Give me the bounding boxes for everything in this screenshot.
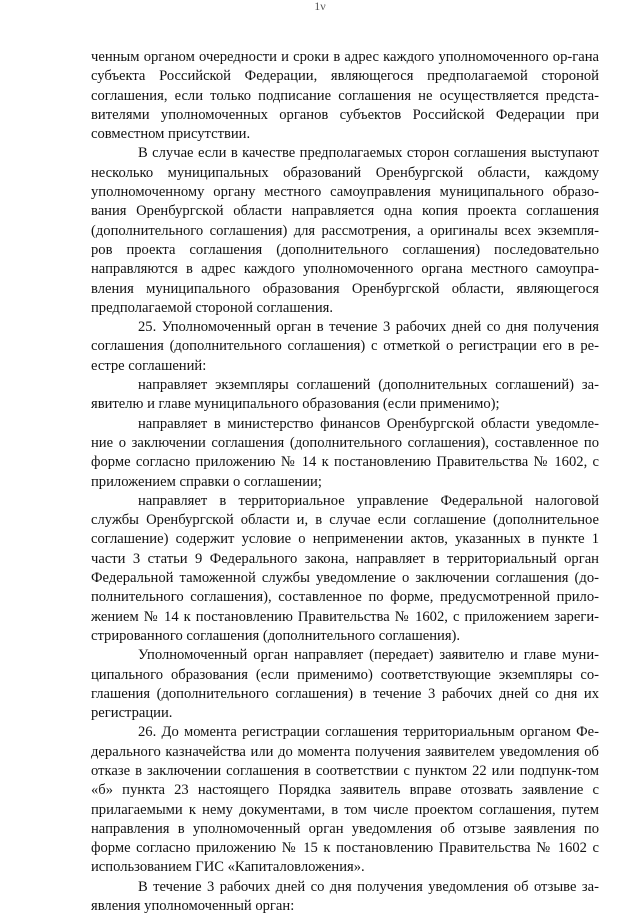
page-number: 1ν bbox=[314, 0, 326, 13]
document-body bbox=[91, 48, 599, 916]
paragraph-transfer-copies: Уполномоченный орган направляет (передает) заявителю и главе муни-ципального образования (если применимо) соответствующие экземпляры со-глашения (дополнительного соглашения) в течение 3 рабочих дней со дня их регистрации. bbox=[91, 647, 599, 722]
paragraph-ministry-notice: направляет в министерство финансов Оренбургской области уведомле-ние о заключении соглашения (дополнительного соглашения), составленное по форме согласно приложению № 14 к постановлению Правительства № 1602, с приложением справки о соглашении; bbox=[91, 415, 599, 490]
paragraph-item-26: 26. До момента регистрации соглашения территориальным органом Фе-дерального казначейства или до момента получения заявителем уведомления об отказе в заключении соглашения в соответствии с пунктом 22 или подпунк-том «б» пункта 23 настоящего Порядка заявитель вправе отозвать заявление с прилагаемыми к нему документами, в том числе проектом соглашения, путем направления в уполномоченный орган уведомления об отзыве заявления по форме согласно приложению № 15 к постановлению Правительства № 1602 с использованием ГИС «Капиталовложения». bbox=[91, 724, 599, 876]
paragraph-item-25: 25. Уполномоченный орган в течение 3 рабочих дней со дня получения соглашения (дополнительного соглашения) с отметкой о регистрации его в ре-естре соглашений: bbox=[91, 319, 599, 374]
paragraph-municipal-copies: В случае если в качестве предполагаемых сторон соглашения выступают несколько муниципальных образований Оренбургской области, каждому уполномоченному органу местного самоуправления муниципального образо-вания Оренбургской области направляется одна копия проекта соглашения (дополнительного соглашения) для рассмотрения, а оригиналы всех экземпля-ров проекта соглашения (дополнительного соглашения) последовательно направляются в адрес каждого уполномоченного органа местного самоупра-вления муниципального образования Оренбургской области, являющегося предполагаемой стороной соглашения. bbox=[91, 145, 599, 316]
paragraph-continuation: ченным органом очередности и сроки в адрес каждого уполномоченного ор-гана субъекта Российской Федерации, являющегося предполагаемой стороной соглашения, если только подписание соглашения не осуществляется предста-вителями уполномоченных органов субъектов Российской Федерации при совместном присутствии. bbox=[91, 49, 599, 143]
paragraph-send-copies: направляет экземпляры соглашений (дополнительных соглашений) за-явителю и главе муниципального образования (если применимо); bbox=[91, 377, 599, 413]
paragraph-tax-customs-notice: направляет в территориальное управление Федеральной налоговой службы Оренбургской области и, в случае если соглашение (дополнительное соглашение) содержит условие о неприменении актов, указанных в пункте 1 части 3 статьи 9 Федерального закона, направляет в территориальный орган Федеральной таможенной службы уведомление о заключении соглашения (до-полнительного соглашения), составленное по форме, предусмотренной прило-жением № 14 к постановлению Правительства № 1602, с приложением зареги-стрированного соглашения (дополнительного соглашения). bbox=[91, 492, 599, 644]
paragraph-withdrawal-response: В течение 3 рабочих дней со дня получения уведомления об отзыве за-явления уполномоченный орган: bbox=[91, 878, 599, 915]
